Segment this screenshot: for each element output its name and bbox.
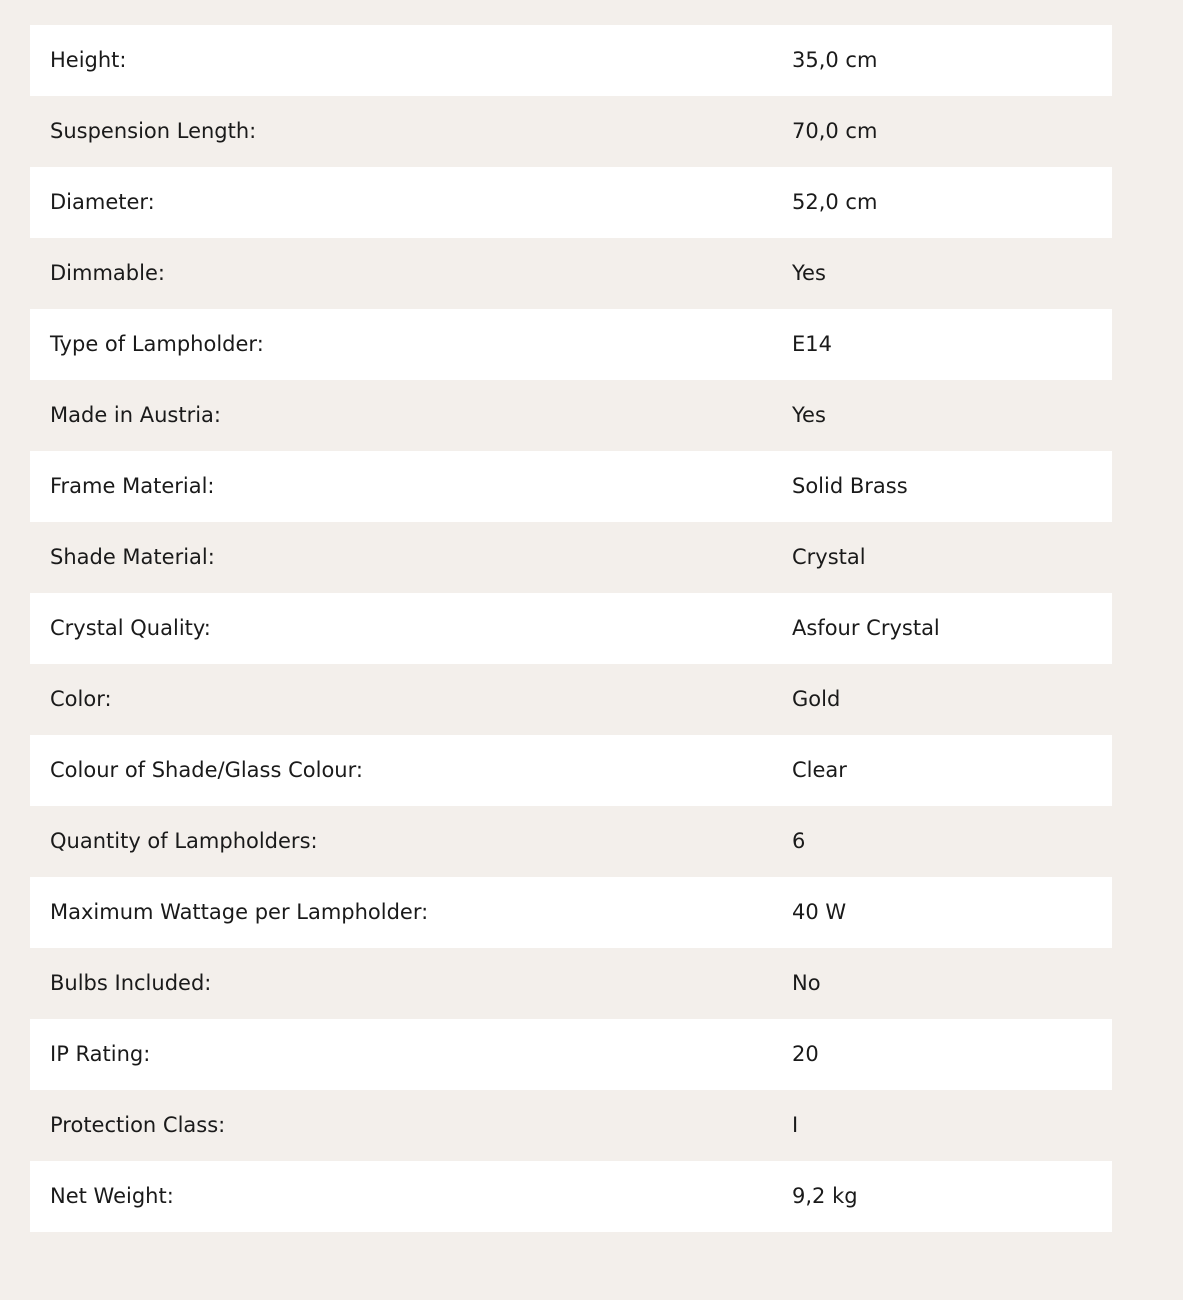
table-row [30,1090,1112,1161]
spec-label: Bulbs Included: [50,971,212,995]
table-row [30,451,1112,522]
spec-value: 35,0 cm [792,25,1112,96]
spec-value: Yes [792,403,826,427]
spec-value: Crystal [792,545,866,569]
spec-value: E14 [792,309,1112,380]
spec-value: 6 [792,829,806,853]
spec-value: Yes [792,261,826,285]
spec-value: 40 W [792,877,1112,948]
spec-value: Solid Brass [792,451,1112,522]
table-row [30,735,1112,806]
spec-label: Frame Material: [30,451,792,522]
table-row [30,96,1112,167]
spec-label: Shade Material: [50,545,215,569]
table-row [30,380,1112,451]
spec-value: 52,0 cm [792,167,1112,238]
table-row [30,593,1112,664]
spec-label: Type of Lampholder: [30,309,792,380]
spec-label: Crystal Quality: [30,593,792,664]
spec-label: Colour of Shade/Glass Colour: [30,735,792,806]
spec-value: Gold [792,687,841,711]
spec-value: 9,2 kg [792,1161,1112,1232]
table-row [30,948,1112,1019]
spec-value: I [792,1113,799,1137]
spec-label: Quantity of Lampholders: [50,829,318,853]
spec-label: Maximum Wattage per Lampholder: [30,877,792,948]
spec-value: Asfour Crystal [792,593,1112,664]
table-row [30,25,1112,96]
spec-label: Protection Class: [50,1113,226,1137]
spec-value: 70,0 cm [792,119,878,143]
spec-label: Suspension Length: [50,119,257,143]
table-row [30,1161,1112,1232]
table-row [30,167,1112,238]
table-row [30,238,1112,309]
table-row [30,877,1112,948]
spec-value: Clear [792,735,1112,806]
table-row [30,664,1112,735]
spec-label: Diameter: [30,167,792,238]
product-specifications-table [30,25,1112,1232]
table-row [30,806,1112,877]
spec-label: Color: [50,687,112,711]
spec-label: Height: [30,25,792,96]
spec-label: Net Weight: [30,1161,792,1232]
spec-label: Made in Austria: [50,403,221,427]
spec-label: Dimmable: [50,261,165,285]
spec-value: No [792,971,821,995]
table-row [30,522,1112,593]
spec-value: 20 [792,1019,1112,1090]
table-row [30,309,1112,380]
table-row [30,1019,1112,1090]
spec-label: IP Rating: [30,1019,792,1090]
